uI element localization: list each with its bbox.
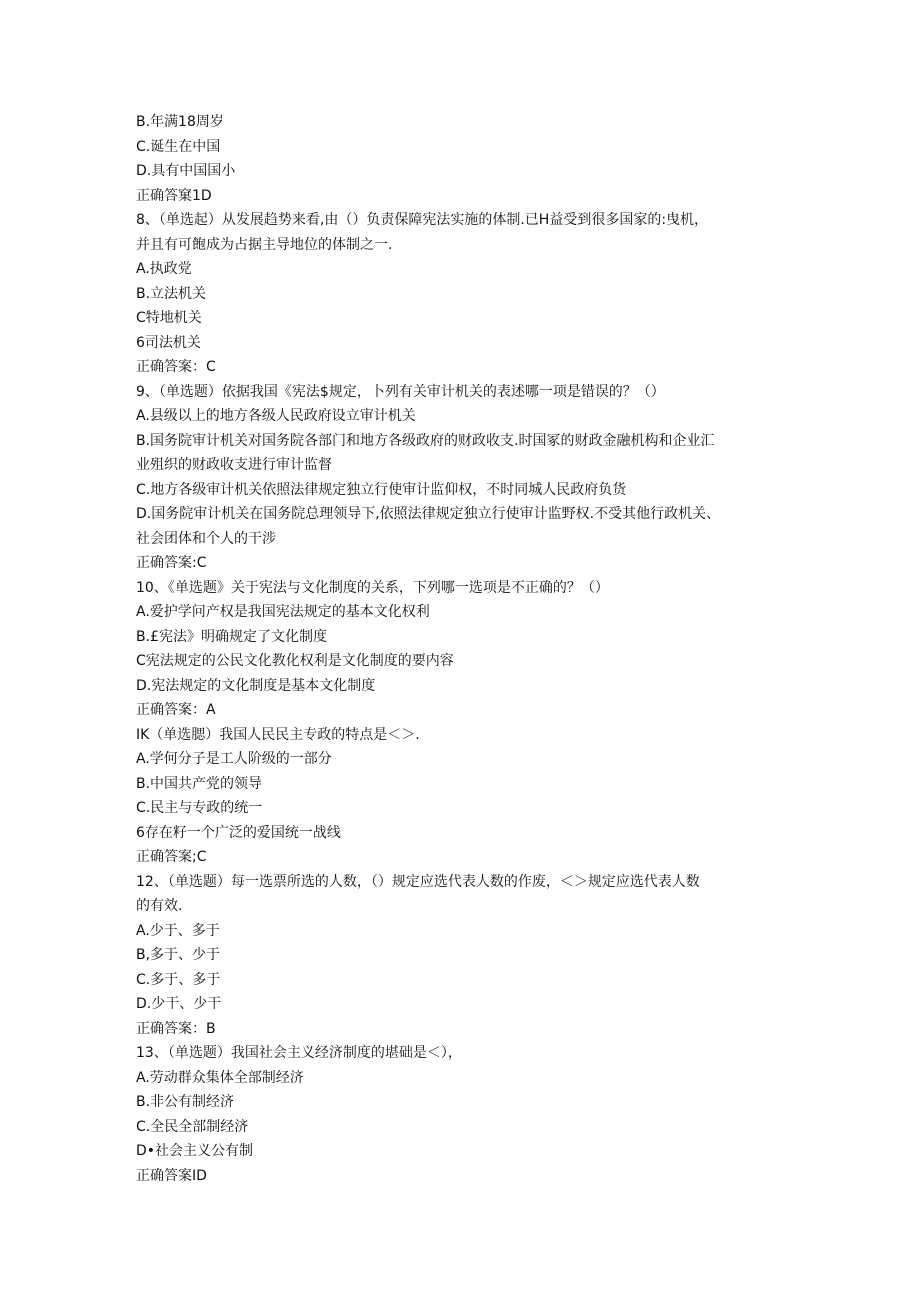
option-b-q13: B.非公有制经济 [136, 1094, 235, 1110]
question-9: 9、（单选题）依据我国《宪法$规定，卜列有关审计机关的表述哪一项是错误的？（） [136, 383, 665, 400]
option-d-q9-line-1: D.国务院审计机关在国务院总理领导下,依照法律规定独立行使审计监野权.不受其他行政机关、 [136, 506, 721, 522]
option-a-q12: A.少于、多于 [136, 922, 220, 939]
option-d-q12: D.少干、少干 [136, 996, 222, 1012]
option-b-q10: B.£宪法》明确规定了文化制度 [136, 628, 327, 645]
option-d-q10: D.宪法规定的文化制度是基本文化制度 [136, 677, 376, 694]
option-a-q8: A.执政党 [136, 261, 192, 277]
option-d-q11: 6存在籽一个广泛的爱国统一战线 [136, 824, 341, 841]
option-b-q9-line-1: B.国务院审计机关对国务院各部门和地方各级政府的财政收支.时国冢的财政金融机构和企业汇 [136, 432, 715, 449]
option-a-q11: A.学何分子是工人阶级的一部分 [136, 751, 332, 767]
option-c-q11: C.民主与专政的统一 [136, 800, 263, 816]
option-d-q9-line-2: 社会团体和个人的干涉 [136, 530, 276, 547]
question-8-line-2: 并且有可飽成为占据主导地位的体制之一. [136, 236, 393, 253]
option-c-q10: C宪法规定的公民文化教化权利是文化制度的要内容 [136, 653, 454, 669]
option-b-q12: B,多于、少于 [136, 947, 221, 963]
question-12-line-1: 12、（单选题）每一选票所选的人数，（）规定应选代表人数的作废，＜＞规定应选代表人数 [136, 873, 700, 890]
option-a-q10: A.爱护学问产权是我国宪法规定的基本文化权利 [136, 604, 430, 620]
option-a-q9: A.县级以上的地方各级人民政府设立审计机关 [136, 408, 416, 424]
answer-q9: 正确答案:C [136, 555, 207, 571]
answer-q13: 正确答案ID [136, 1167, 207, 1184]
option-a-q13: A.劳动群众集体全部制经济 [136, 1069, 304, 1086]
option-b-q8: B.立法机关 [136, 285, 207, 302]
option-d-q8: 6司法机关 [136, 334, 201, 351]
question-13: 13、（单选题）我国社会主义经济制度的堪础是＜）， [136, 1045, 462, 1061]
question-8-line-1: 8、（单选起）从发展趋势来看,由（）负责保障宪法实施的体制.已H益受到很多国家的:曳机， [136, 212, 709, 228]
option-d-q7: D.具有中国国小 [136, 163, 236, 179]
option-c-q8: C特地机关 [136, 310, 202, 326]
document-page [136, 110, 776, 1188]
option-d-q13: D•社会主义公有制 [136, 1143, 254, 1159]
answer-q7: 正确答窠1D [136, 187, 212, 204]
question-11: IK（单选腮）我国人民民主专政的特点是＜＞. [136, 726, 420, 743]
option-b-q11: B.中国共产党的领导 [136, 775, 263, 792]
option-b-q7: B.年满18周岁 [136, 114, 224, 130]
option-b-q9-line-2: 业殂织的财政收支进行审计监督 [136, 457, 332, 473]
question-12-line-2: 的有效. [136, 898, 183, 914]
option-c-q13: C.全民全部制经济 [136, 1118, 249, 1135]
option-c-q7: C.诞生在中国 [136, 138, 221, 155]
answer-q12: 正确答案：B [136, 1020, 216, 1037]
option-c-q9: C.地方各级审计机关依照法律规定独立行使审计监仰权，不时同城人民政府负货 [136, 481, 627, 498]
answer-q8: 正确答案：C [136, 359, 216, 375]
option-c-q12: C.多于、多于 [136, 971, 221, 988]
question-10: 10、《单选题》关于宪法与文化制度的关系，下列哪一选项是不正确的？（） [136, 579, 609, 596]
answer-q10: 正确答案：A [136, 702, 216, 718]
answer-q11: 正确答案;C [136, 849, 207, 865]
